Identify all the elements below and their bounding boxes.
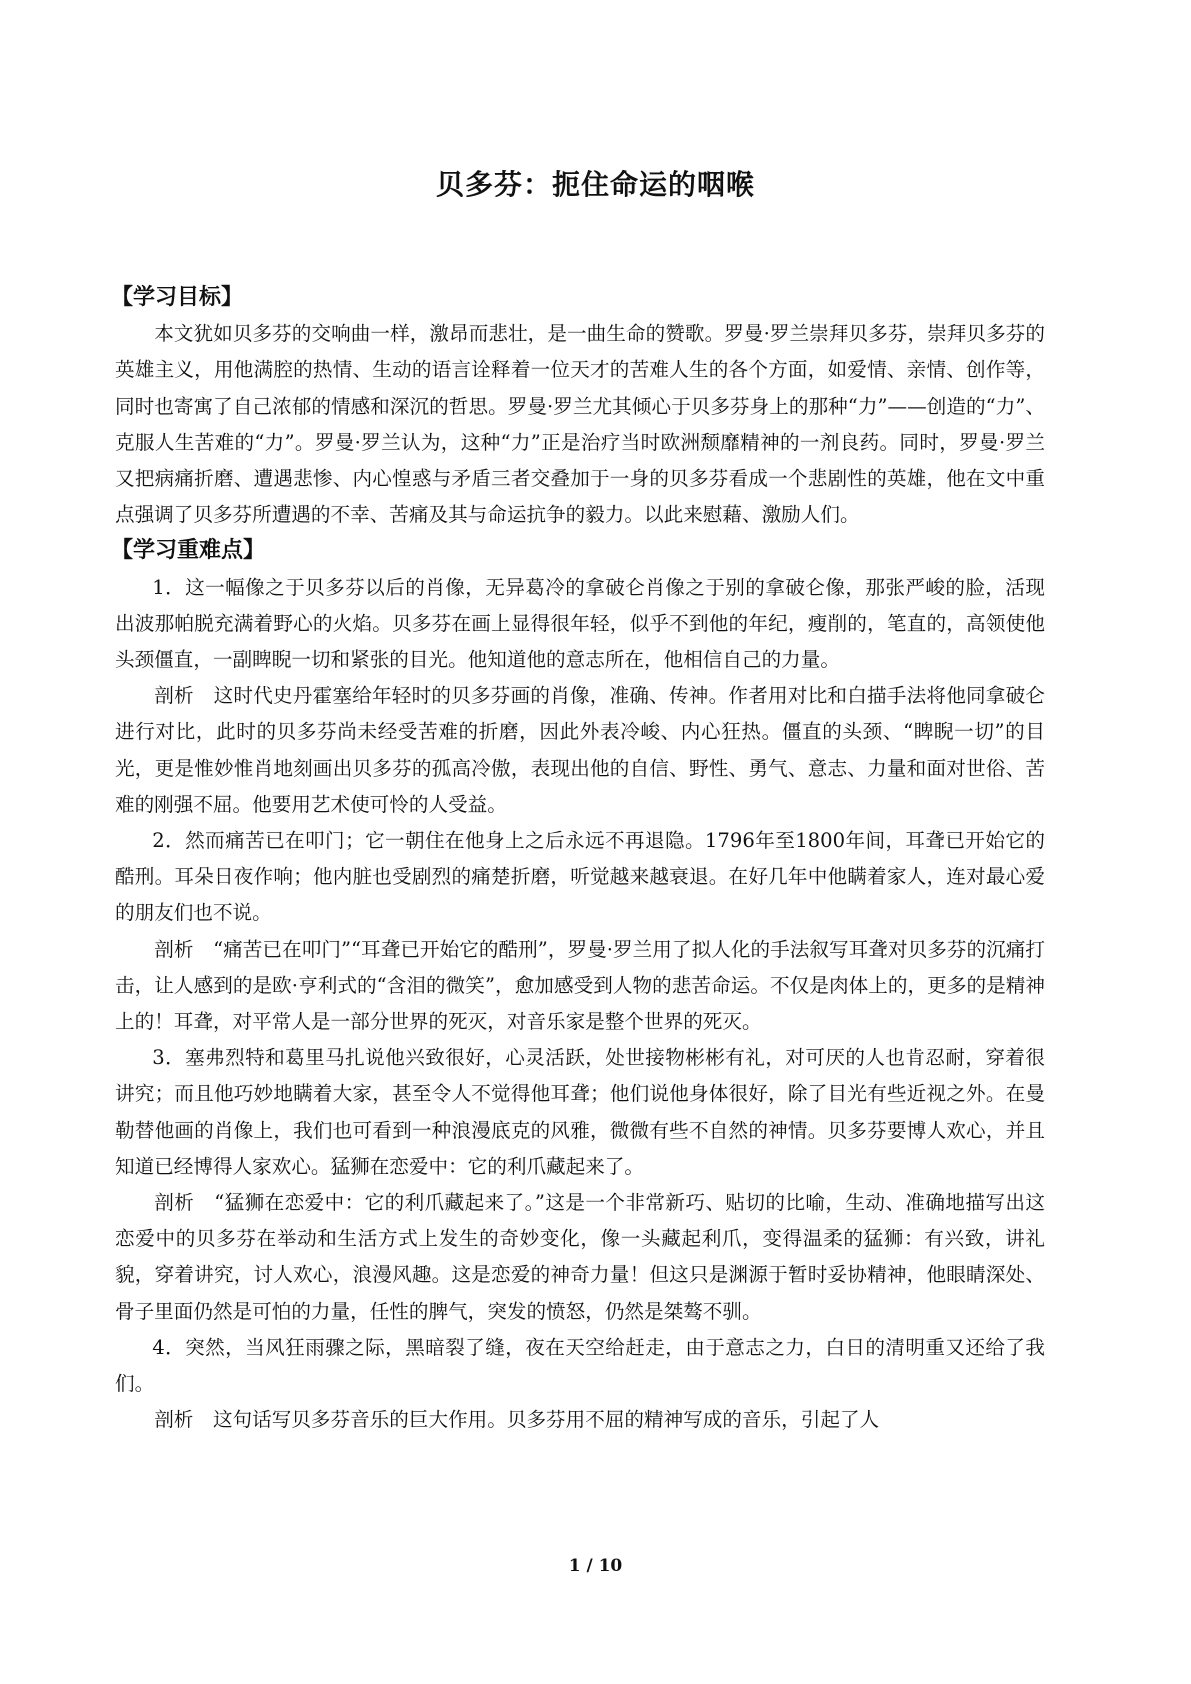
section-heading: 【学习目标】 [111,285,244,310]
section-learning-goals [111,280,1045,533]
paragraph-item-4: 4．突然，当风狂雨骤之际，黑暗裂了缝，夜在天空给赶走，由于意志之力，白日的清明重又还给了我们。 [115,1335,1045,1396]
paragraph-analysis-4: 剖析 这句话写贝多芬音乐的巨大作用。贝多芬用不屈的精神写成的音乐，引起了人 [154,1408,880,1432]
paragraph: 本文犹如贝多芬的交响曲一样，激昂而悲壮，是一曲生命的赞歌。罗曼·罗兰崇拜贝多芬，崇拜贝多芬的英雄主义，用他满腔的热情、生动的语言诠释着一位天才的苦难人生的各个方面，如爱情、亲情、创作等，同时也寄寓了自己浓郁的情感和深沉的哲思。罗曼·罗兰尤其倾心于贝多芬身上的那种“力”——创造的“力”、克服人生苦难的“力”。罗曼·罗兰认为，这种“力”正是治疗当时欧洲颓靡精神的一剂良药。同时，罗曼·罗兰又把病痛折磨、遭遇悲惨、内心惶惑与矛盾三者交叠加于一身的贝多芬看成一个悲剧性的英雄，他在文中重点强调了贝多芬所遭遇的不幸、苦痛及其与命运抗争的毅力。以此来慰藉、激励人们。 [115,322,1045,527]
paragraph-item-2: 2．然而痛苦已在叩门；它一朝住在他身上之后永远不再退隐。1796年至1800年间，耳聋已开始它的酷刑。耳朵日夜作响；他内脏也受剧烈的痛楚折磨，听觉越来越衰退。在好几年中他瞒着家人，连对最心爱的朋友们也不说。 [115,829,1045,925]
section-heading: 【学习重难点】 [111,538,266,564]
paragraph-item-1: 1．这一幅像之于贝多芬以后的肖像，无异葛冷的拿破仑肖像之于别的拿破仑像，那张严峻的脸，活现出波那帕脱充满着野心的火焰。贝多芬在画上显得很年轻，似乎不到他的年纪，瘦削的，笔直的，高领使他头颈僵直，一副睥睨一切和紧张的目光。他知道他的意志所在，他相信自己的力量。 [115,575,1045,672]
paragraph-analysis-3: 剖析 “猛狮在恋爱中：它的利爪藏起来了。”这是一个非常新巧、贴切的比喻，生动、准确地描写出这恋爱中的贝多芬在举动和生活方式上发生的奇妙变化，像一头藏起利爪，变得温柔的猛狮：有兴致，讲礼貌，穿着讲究，讨人欢心，浪漫风趣。这是恋爱的神奇力量！但这只是渊源于暂时妥协精神，他眼睛深处、骨子里面仍然是可怕的力量，任性的脾气，突发的愤怒，仍然是桀骜不驯。 [115,1191,1045,1323]
paragraph-item-3: 3．塞弗烈特和葛里马扎说他兴致很好，心灵活跃，处世接物彬彬有礼，对可厌的人也肯忍耐，穿着很讲究；而且他巧妙地瞒着大家，甚至令人不觉得他耳聋；他们说他身体很好，除了目光有些近视之外。在曼勒替他画的肖像上，我们也可看到一种浪漫底克的风雅，微微有些不自然的神情。贝多芬要博人欢心，并且知道已经博得人家欢心。猛狮在恋爱中：它的利爪藏起来了。 [115,1046,1045,1178]
paragraph-analysis-1: 剖析 这时代史丹霍塞给年轻时的贝多芬画的肖像，准确、传神。作者用对比和白描手法将他同拿破仑进行对比，此时的贝多芬尚未经受苦难的折磨，因此外表冷峻、内心狂热。僵直的头颈、“睥睨一切”的目光，更是惟妙惟肖地刻画出贝多芬的孤高冷傲，表现出他的自信、野性、勇气、意志、力量和面对世俗、苦难的刚强不屈。他要用艺术使可怜的人受益。 [115,684,1045,816]
paragraph-analysis-2: 剖析 “痛苦已在叩门”“耳聋已开始它的酷刑”，罗曼·罗兰用了拟人化的手法叙写耳聋对贝多芬的沉痛打击，让人感到的是欧·亨利式的“含泪的微笑”，愈加感受到人物的悲苦命运。不仅是肉体上的，更多的是精神上的！耳聋，对平常人是一部分世界的死灭，对音乐家是整个世界的死灭。 [115,937,1045,1034]
page-number: 1 / 10 [568,1556,623,1576]
section-key-points [111,533,1045,1438]
document-title: 贝多芬：扼住命运的咽喉 [435,168,755,201]
document-body [111,280,1045,1439]
